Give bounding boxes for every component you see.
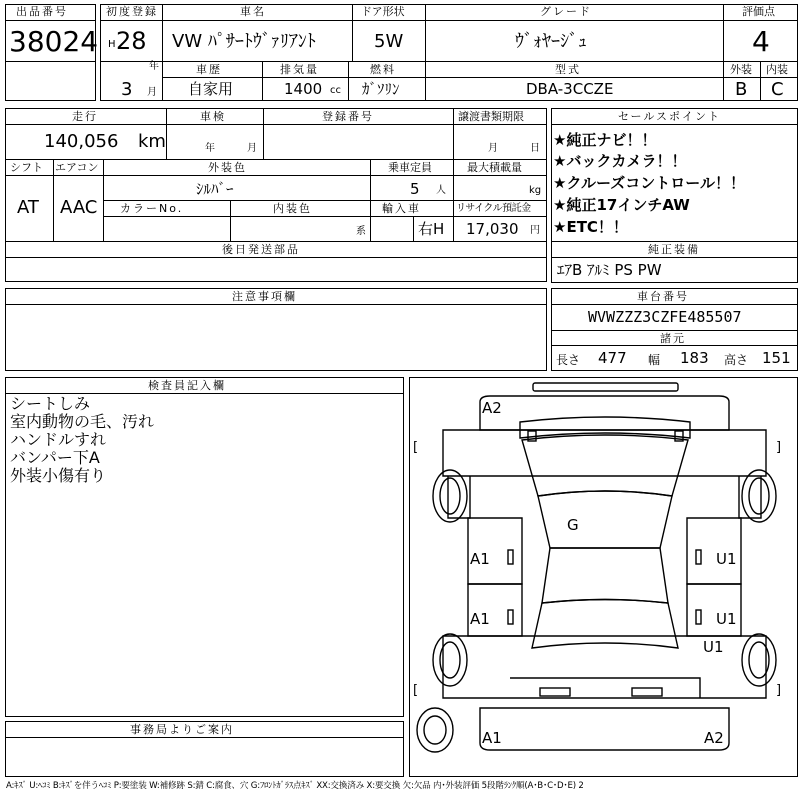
transfer-label: 譲渡書類期限 [458,110,524,123]
score-label: 評価点 [742,5,775,18]
inspector-label: 検査員記入欄 [148,379,226,392]
car-name-label: 車名 [240,5,266,18]
mark-rear-right: A2 [704,729,724,747]
first-reg-label: 初度登録 [106,5,158,18]
height-label: 高さ [724,353,749,367]
inspector-note-3: ハンドルすれ [10,430,107,449]
length: 477 [598,349,627,367]
capacity-label: 乗車定員 [388,161,432,174]
sales-point-5: ★ETC！！ [553,218,628,236]
int-color-unit: 系 [356,226,366,237]
ext-color-label: 外装色 [208,161,247,174]
score: 4 [752,25,770,58]
car-name: VW ﾊﾟｻｰﾄｳﾞｧﾘｱﾝﾄ [172,31,316,52]
fuel-label: 燃料 [370,63,396,76]
reg-no-label: 登録番号 [322,110,374,123]
inspector-note-4: バンパー下A [10,448,100,467]
fuel: ｶﾞｿﾘﾝ [362,80,400,98]
capacity-unit: 人 [436,185,446,196]
recycle-label: リサイクル預託金 [456,203,531,214]
displacement-label: 排気量 [280,63,319,76]
transfer-month-unit: 月 [488,143,498,154]
width-label: 幅 [648,353,661,367]
bracket-right-bottom: ] [776,683,782,698]
mark-right-front-door: U1 [716,550,737,568]
first-reg-year-unit: 年 [149,61,159,72]
interior-label: 内装 [766,63,788,76]
sales-point-2: ★バックカメラ！！ [553,152,687,170]
later-parts-label: 後日発送部品 [222,243,300,256]
dimensions-label: 諸元 [660,332,686,345]
inspection-year-unit: 年 [205,143,215,154]
mark-roof: G [567,516,579,534]
recycle-fee: 17,030 [466,220,519,238]
sales-point-4: ★純正17インチAW [553,196,690,214]
mark-right-quarter: U1 [703,638,724,656]
mileage: 140,056 [44,131,119,152]
history: 自家用 [188,80,234,98]
ac-label: エアコン [55,161,99,174]
chassis-label: 車台番号 [637,290,689,303]
exterior-grade: B [735,79,748,100]
first-reg-year: 28 [116,27,147,55]
capacity: 5 [410,180,420,198]
mileage-label: 走行 [72,110,98,123]
inspector-note-1: シートしみ [10,394,91,413]
grade: ｳﾞｫﾔｰｼﾞｭ [515,31,587,52]
recycle-unit: 円 [530,225,540,236]
exterior-label: 外装 [730,63,752,76]
mark-front-bumper: A2 [482,399,502,417]
bracket-right-top: ] [776,440,782,455]
shift: AT [17,197,39,218]
first-reg-month: 3 [121,79,133,100]
mark-right-rear-door: U1 [716,610,737,628]
length-label: 長さ [556,353,581,367]
ac: AAC [60,197,98,218]
mark-left-front-door: A1 [470,550,490,568]
sales-point-3: ★クルーズコントロール！！ [553,174,745,192]
max-load-label: 最大積載量 [467,161,522,174]
lot-number: 38024 [9,25,99,58]
grade-label: グレード [540,5,592,18]
office-label: 事務局よりご案内 [130,723,234,736]
width: 183 [680,349,709,367]
max-load-unit: kg [529,185,542,196]
mark-left-rear-door: A1 [470,610,490,628]
height: 151 [762,349,791,367]
model-label: 型式 [555,63,581,76]
history-label: 車歴 [196,63,222,76]
genuine-equipment: ｴｱB ｱﾙﾐ PS PW [557,261,662,279]
mark-rear-left: A1 [482,729,502,747]
model-code: DBA-3CCZE [526,80,614,98]
sales-points-label: セールスポイント [618,110,722,123]
bracket-left-bottom: [ [413,683,419,698]
int-color-label: 内装色 [273,202,312,215]
sales-point-1: ★純正ナビ！！ [553,131,657,149]
interior-grade: C [771,79,784,100]
chassis-number: WVWZZZ3CZFE485507 [588,308,742,326]
first-reg-era: H [108,39,116,50]
mileage-unit: km [138,131,166,152]
door-type: 5W [374,31,404,52]
damage-diagram [409,377,798,777]
inspector-note-2: 室内動物の毛、汚れ [10,412,155,431]
first-reg-month-unit: 月 [147,87,157,98]
displacement-unit: cc [330,85,341,96]
inspector-note-5: 外装小傷有り [10,466,107,485]
import-hand: 右H [418,220,445,238]
color-no-label: カラーNo. [120,202,184,215]
door-label: ドア形状 [361,5,405,18]
genuine-label: 純正装備 [648,243,700,256]
damage-legend: A:ｷｽﾞ U:ﾍｺﾐ B:ｷｽﾞを伴うﾍｺﾐ P:要塗装 W:補修跡 S:錆 C:腐食、穴 G:ﾌﾛﾝﾄｶﾞﾗｽ点ｷｽﾞ XX:交換済み X:要交換 欠:欠品 内･外装評価 5段階ﾗﾝｸ順(A･B･C･D･E) 2 [6,781,584,791]
import-label: 輸入車 [382,202,421,215]
cautions-label: 注意事項欄 [232,290,297,303]
displacement: 1400 [284,80,323,98]
car-outline-diagram [410,378,799,778]
shift-label: シフト [10,161,43,174]
bracket-left-top: [ [413,440,419,455]
inspection-month-unit: 月 [247,143,257,154]
ext-color: ｼﾙﾊﾞｰ [196,180,234,198]
inspection-label: 車検 [200,110,226,123]
lot-number-label: 出品番号 [16,5,68,18]
transfer-day-unit: 日 [530,143,540,154]
